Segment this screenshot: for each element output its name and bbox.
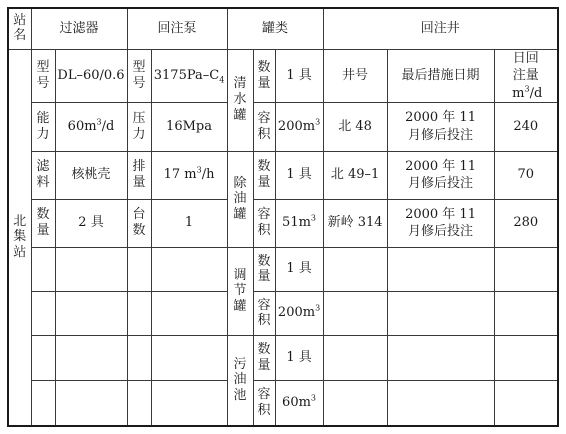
empty-cell [31,292,55,336]
empty-cell [387,381,494,426]
filter-capacity-label: 能力 [31,103,55,151]
station-equipment-table [7,7,559,427]
header-tank: 罐类 [227,8,323,49]
filter-capacity: $60m^3/d$ [55,103,127,151]
empty-cell [387,292,494,336]
filter-model: DL–60/0.6 [55,49,127,103]
tank-name-3: 调节罐 [227,247,253,335]
empty-cell [127,336,151,381]
tank-vol-label: 容积 [253,292,275,336]
tank-qty: 1 具 [275,151,323,199]
well-no: 新岭 314 [323,199,387,247]
table-row [8,381,558,426]
empty-cell [494,381,558,426]
empty-cell [55,292,127,336]
empty-cell [55,247,127,291]
table-row [8,103,558,151]
empty-cell [323,381,387,426]
pump-model: $3175Pa-C_4$ [151,49,227,103]
empty-cell [151,247,227,291]
well-daily: 70 [494,151,558,199]
header-station: 站名 [8,8,31,49]
header-well: 回注井 [323,8,558,49]
tank-vol: $51m^3$ [275,199,323,247]
well-date: 2000 年 11 月修后投注 [387,103,494,151]
empty-cell [127,381,151,426]
tank-name-2: 除油罐 [227,151,253,247]
tank-vol-label: 容积 [253,199,275,247]
filter-media: 核桃壳 [55,151,127,199]
pump-count-label: 台数 [127,199,151,247]
tank-qty-label: 数量 [253,49,275,103]
empty-cell [323,247,387,291]
well-col-daily: 日回注量 $m^3/d$ [494,49,558,103]
empty-cell [387,247,494,291]
empty-cell [323,336,387,381]
tank-name-1: 清水罐 [227,49,253,151]
empty-cell [127,292,151,336]
empty-cell [127,247,151,291]
well-date: 2000 年 11 月修后投注 [387,199,494,247]
filter-model-label: 型号 [31,49,55,103]
empty-cell [31,247,55,291]
tank-vol: $200m^3$ [275,103,323,151]
table-row [8,49,558,103]
empty-cell [151,381,227,426]
table-row [8,199,558,247]
filter-qty-label: 数量 [31,199,55,247]
tank-vol: $200m^3$ [275,292,323,336]
empty-cell [151,292,227,336]
tank-qty-label: 数量 [253,151,275,199]
header-pump: 回注泵 [127,8,227,49]
pump-flow: 17 $m^3/h$ [151,151,227,199]
tank-vol-label: 容积 [253,103,275,151]
empty-cell [55,381,127,426]
empty-cell [494,336,558,381]
table-row [8,336,558,381]
pump-pressure: 16Mpa [151,103,227,151]
pump-pressure-label: 压力 [127,103,151,151]
pump-flow-label: 排量 [127,151,151,199]
tank-qty-label: 数量 [253,336,275,381]
header-filter: 过滤器 [31,8,127,49]
station-name: 北集站 [8,49,31,426]
empty-cell [31,381,55,426]
tank-qty: 1 具 [275,336,323,381]
tank-qty: 1 具 [275,49,323,103]
empty-cell [323,292,387,336]
empty-cell [31,336,55,381]
pump-count: 1 [151,199,227,247]
well-no: 北 48 [323,103,387,151]
empty-cell [55,336,127,381]
table-row [8,151,558,199]
empty-cell [151,336,227,381]
tank-vol: $60m^3$ [275,381,323,426]
pump-model-label: 型号 [127,49,151,103]
table-row [8,292,558,336]
tank-vol-label: 容积 [253,381,275,426]
well-date: 2000 年 11 月修后投注 [387,151,494,199]
tank-qty-label: 数量 [253,247,275,291]
header-row [8,8,558,49]
well-col-date: 最后措施日期 [387,49,494,103]
well-daily: 280 [494,199,558,247]
well-col-no: 井号 [323,49,387,103]
empty-cell [494,292,558,336]
filter-qty: 2 具 [55,199,127,247]
empty-cell [387,336,494,381]
filter-media-label: 滤料 [31,151,55,199]
tank-name-4: 污油池 [227,336,253,426]
well-daily: 240 [494,103,558,151]
table-row [8,247,558,291]
well-no: 北 49–1 [323,151,387,199]
empty-cell [494,247,558,291]
tank-qty: 1 具 [275,247,323,291]
